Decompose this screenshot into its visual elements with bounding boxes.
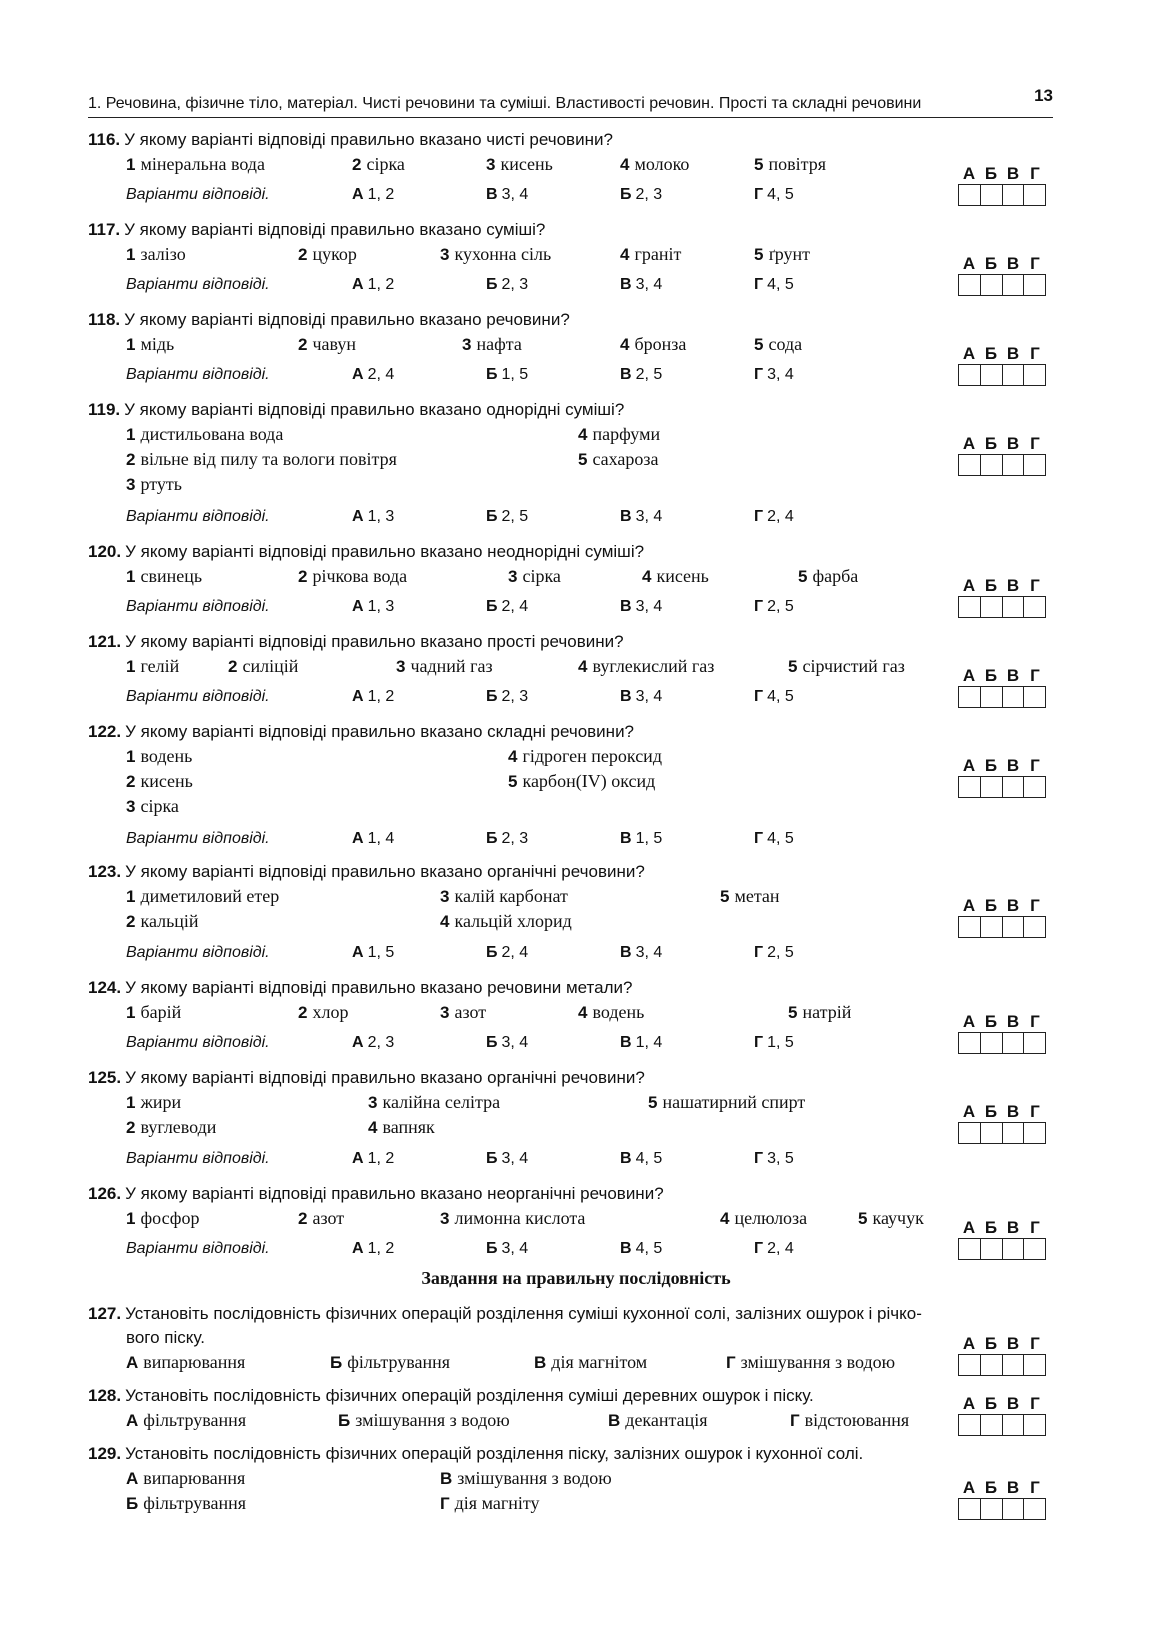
- answer-box[interactable]: [959, 275, 981, 295]
- answer-box[interactable]: [959, 185, 981, 205]
- answer-variant: Г 2, 5: [754, 944, 794, 961]
- answer-box[interactable]: [1003, 597, 1025, 617]
- answer-box[interactable]: [981, 1123, 1003, 1143]
- answer-variant: В 3, 4: [620, 508, 663, 525]
- answer-grid[interactable]: А Б В Г: [958, 756, 1046, 798]
- option: 3 сірка: [126, 796, 179, 816]
- answer-variant: В 1, 4: [620, 1034, 663, 1051]
- answer-box[interactable]: [981, 455, 1003, 475]
- option: 3 азот: [440, 1002, 487, 1022]
- answer-box[interactable]: [981, 917, 1003, 937]
- answer-grid[interactable]: А Б В Г: [958, 164, 1046, 206]
- option: 2 річкова вода: [298, 566, 408, 586]
- answer-variant: Б 2, 4: [486, 598, 529, 615]
- option: Г дія магніту: [440, 1493, 540, 1513]
- answer-box[interactable]: [1024, 777, 1045, 797]
- option: 2 вільне від пилу та вологи повітря: [126, 449, 397, 469]
- variants-label: Варіанти відповіді.: [126, 1240, 270, 1257]
- answer-box[interactable]: [1003, 275, 1025, 295]
- answer-grid[interactable]: А Б В Г: [958, 896, 1046, 938]
- answer-variant: А 1, 2: [352, 186, 395, 203]
- answer-box[interactable]: [981, 365, 1003, 385]
- question-text: 128. Установіть послідовність фізичних операцій розділення суміші деревних ошурок і піску.: [88, 1386, 814, 1405]
- option: Б фільтрування: [126, 1493, 247, 1513]
- option: 5 ґрунт: [754, 244, 811, 264]
- option: А фільтрування: [126, 1410, 247, 1430]
- answer-grid[interactable]: А Б В Г: [958, 1394, 1046, 1436]
- question-text: 122. У якому варіанті відповіді правильно вказано складні речовини?: [88, 722, 635, 741]
- option: 2 азот: [298, 1208, 345, 1228]
- variants-label: Варіанти відповіді.: [126, 830, 270, 847]
- answer-grid[interactable]: А Б В Г: [958, 1478, 1046, 1520]
- answer-variant: А 2, 4: [352, 366, 395, 383]
- answer-variant: А 1, 2: [352, 688, 395, 705]
- option: 1 свинець: [126, 566, 203, 586]
- answer-variant: В 3, 4: [620, 944, 663, 961]
- answer-variant: Б 3, 4: [486, 1150, 529, 1167]
- answer-variant: А 2, 3: [352, 1034, 395, 1051]
- answer-box[interactable]: [981, 275, 1003, 295]
- option: В декантація: [608, 1410, 708, 1430]
- answer-box[interactable]: [1024, 1123, 1045, 1143]
- option: 5 метан: [720, 886, 780, 906]
- variants-label: Варіанти відповіді.: [126, 944, 270, 961]
- option: 1 дистильована вода: [126, 424, 284, 444]
- answer-box[interactable]: [959, 917, 981, 937]
- answer-variant: Б 3, 4: [486, 1034, 529, 1051]
- question-text: 117. У якому варіанті відповіді правильно вказано суміші?: [88, 220, 546, 239]
- question-text: 127. Установіть послідовність фізичних операцій розділення суміші кухонної солі, залізних ошурок і річко-: [88, 1304, 922, 1323]
- answer-box[interactable]: [1003, 1123, 1025, 1143]
- variants-label: Варіанти відповіді.: [126, 1034, 270, 1051]
- answer-variant: В 3, 4: [620, 276, 663, 293]
- answer-box[interactable]: [1003, 1355, 1025, 1375]
- option: 1 водень: [126, 746, 193, 766]
- answer-box[interactable]: [1003, 185, 1025, 205]
- answer-box[interactable]: [981, 687, 1003, 707]
- answer-box[interactable]: [1003, 777, 1025, 797]
- answer-box[interactable]: [1024, 455, 1045, 475]
- option: 2 цукор: [298, 244, 357, 264]
- question-text: 121. У якому варіанті відповіді правильно вказано прості речовини?: [88, 632, 624, 651]
- section-title: Завдання на правильну послідовність: [421, 1268, 731, 1288]
- answer-box[interactable]: [1003, 687, 1025, 707]
- option: 4 вапняк: [368, 1117, 435, 1137]
- option: Г змішування з водою: [726, 1352, 896, 1372]
- option: 4 кальцій хлорид: [440, 911, 572, 931]
- variants-label: Варіанти відповіді.: [126, 598, 270, 615]
- option: 1 фосфор: [126, 1208, 200, 1228]
- option: А випарювання: [126, 1352, 246, 1372]
- answer-variant: Б 2, 3: [486, 276, 529, 293]
- option: А випарювання: [126, 1468, 246, 1488]
- option: 3 калійна селітра: [368, 1092, 501, 1112]
- option: 3 калій карбонат: [440, 886, 568, 906]
- option: 4 кисень: [642, 566, 709, 586]
- answer-box[interactable]: [1024, 597, 1045, 617]
- answer-box[interactable]: [1024, 365, 1045, 385]
- question-text: 126. У якому варіанті відповіді правильно вказано неорганічні речовини?: [88, 1184, 664, 1203]
- option: 3 лимонна кислота: [440, 1208, 586, 1228]
- option: 5 карбон(IV) оксид: [508, 771, 656, 791]
- option: 1 мінеральна вода: [126, 154, 265, 174]
- option: 2 кальцій: [126, 911, 199, 931]
- variants-label: Варіанти відповіді.: [126, 508, 270, 525]
- answer-box[interactable]: [981, 1499, 1003, 1519]
- option: 1 жири: [126, 1092, 182, 1112]
- option: 1 гелій: [126, 656, 180, 676]
- answer-box[interactable]: [1024, 1239, 1045, 1259]
- answer-box[interactable]: [1024, 1415, 1045, 1435]
- answer-box[interactable]: [959, 777, 981, 797]
- answer-variant: А 1, 2: [352, 1240, 395, 1257]
- header-title: 1. Речовина, фізичне тіло, матеріал. Чисті речовини та суміші. Властивості речовин. Прості та складні речовини: [88, 95, 922, 112]
- answer-variant: В 4, 5: [620, 1240, 663, 1257]
- answer-variant: Б 2, 3: [486, 830, 529, 847]
- answer-box[interactable]: [1003, 917, 1025, 937]
- question-text: 123. У якому варіанті відповіді правильно вказано органічні речовини?: [88, 862, 645, 881]
- answer-box[interactable]: [1003, 1033, 1025, 1053]
- answer-box[interactable]: [959, 1355, 981, 1375]
- option: 4 целюлоза: [720, 1208, 808, 1228]
- answer-box[interactable]: [981, 1415, 1003, 1435]
- answer-box[interactable]: [981, 1355, 1003, 1375]
- answer-grid[interactable]: А Б В Г: [958, 1334, 1046, 1376]
- answer-variant: Г 1, 5: [754, 1034, 794, 1051]
- answer-box[interactable]: [1024, 917, 1045, 937]
- option: 4 молоко: [620, 154, 690, 174]
- answer-box[interactable]: [959, 365, 981, 385]
- answer-box[interactable]: [981, 777, 1003, 797]
- answer-variant: В 2, 5: [620, 366, 663, 383]
- answer-variant: Г 3, 5: [754, 1150, 794, 1167]
- option: 1 залізо: [126, 244, 186, 264]
- option: 2 чавун: [298, 334, 357, 354]
- option: 4 водень: [578, 1002, 645, 1022]
- answer-grid[interactable]: А Б В Г: [958, 666, 1046, 708]
- answer-grid[interactable]: А Б В Г: [958, 576, 1046, 618]
- answer-variant: Г 2, 4: [754, 1240, 794, 1257]
- question-text: 116. У якому варіанті відповіді правильно вказано чисті речовини?: [88, 130, 613, 149]
- answer-grid[interactable]: А Б В Г: [958, 1102, 1046, 1144]
- answer-box[interactable]: [1024, 275, 1045, 295]
- answer-variant: Г 4, 5: [754, 830, 794, 847]
- option: 5 сода: [754, 334, 803, 354]
- answer-box[interactable]: [959, 455, 981, 475]
- answer-variant: В 4, 5: [620, 1150, 663, 1167]
- answer-variant: Г 4, 5: [754, 688, 794, 705]
- answer-grid[interactable]: А Б В Г: [958, 1218, 1046, 1260]
- option: Г відстоювання: [790, 1410, 910, 1430]
- answer-variant: А 1, 2: [352, 1150, 395, 1167]
- answer-variant: А 1, 3: [352, 508, 395, 525]
- answer-box[interactable]: [959, 1033, 981, 1053]
- answer-box[interactable]: [959, 1123, 981, 1143]
- answer-variant: Б 2, 5: [486, 508, 529, 525]
- option: 1 барій: [126, 1002, 182, 1022]
- answer-box[interactable]: [959, 597, 981, 617]
- answer-grid[interactable]: А Б В Г: [958, 254, 1046, 296]
- answer-variant: В 3, 4: [620, 688, 663, 705]
- answer-grid[interactable]: А Б В Г: [958, 434, 1046, 476]
- answer-box[interactable]: [1003, 1239, 1025, 1259]
- option: 5 каучук: [858, 1208, 924, 1228]
- option: 2 вуглеводи: [126, 1117, 217, 1137]
- variants-label: Варіанти відповіді.: [126, 276, 270, 293]
- option: 2 силіцій: [228, 656, 299, 676]
- answer-variant: Б 3, 4: [486, 1240, 529, 1257]
- answer-variant: А 1, 4: [352, 830, 395, 847]
- answer-variant: В 3, 4: [620, 598, 663, 615]
- question-text: 129. Установіть послідовність фізичних операцій розділення піску, залізних ошурок і кухонної солі.: [88, 1444, 864, 1463]
- answer-box[interactable]: [1024, 1033, 1045, 1053]
- answer-box[interactable]: [1003, 365, 1025, 385]
- option: 5 натрій: [788, 1002, 852, 1022]
- option: 2 сірка: [352, 154, 405, 174]
- answer-box[interactable]: [959, 1499, 981, 1519]
- answer-variant: Г 4, 5: [754, 186, 794, 203]
- answer-box[interactable]: [1024, 1355, 1045, 1375]
- option: 3 кухонна сіль: [440, 244, 552, 264]
- variants-label: Варіанти відповіді.: [126, 366, 270, 383]
- variants-label: Варіанти відповіді.: [126, 186, 270, 203]
- question-text: 124. У якому варіанті відповіді правильно вказано речовини метали?: [88, 978, 633, 997]
- question-text-continued: вого піску.: [126, 1328, 205, 1347]
- option: 3 нафта: [462, 334, 522, 354]
- answer-box[interactable]: [1024, 687, 1045, 707]
- answer-variant: Г 4, 5: [754, 276, 794, 293]
- answer-box[interactable]: [981, 185, 1003, 205]
- answer-variant: Б 1, 5: [486, 366, 529, 383]
- answer-grid[interactable]: А Б В Г: [958, 1012, 1046, 1054]
- variants-label: Варіанти відповіді.: [126, 688, 270, 705]
- answer-variant: Б 2, 3: [620, 186, 663, 203]
- answer-box[interactable]: [1003, 1499, 1025, 1519]
- option: 4 граніт: [620, 244, 682, 264]
- answer-box[interactable]: [959, 687, 981, 707]
- option: 5 сахароза: [578, 449, 659, 469]
- answer-grid[interactable]: А Б В Г: [958, 344, 1046, 386]
- option: В змішування з водою: [440, 1468, 612, 1488]
- page-header: [88, 86, 1053, 118]
- answer-box[interactable]: [1024, 185, 1045, 205]
- option: Б змішування з водою: [338, 1410, 510, 1430]
- option: 2 кисень: [126, 771, 193, 791]
- answer-box[interactable]: [959, 1239, 981, 1259]
- option: 4 бронза: [620, 334, 687, 354]
- option: 5 сірчистий газ: [788, 656, 905, 676]
- answer-variant: Б 2, 3: [486, 688, 529, 705]
- answer-box[interactable]: [981, 597, 1003, 617]
- option: 3 ртуть: [126, 474, 182, 494]
- answer-variant: Г 3, 4: [754, 366, 794, 383]
- answer-variant: Г 2, 4: [754, 508, 794, 525]
- question-text: 125. У якому варіанті відповіді правильно вказано органічні речовини?: [88, 1068, 645, 1087]
- option: 3 чадний газ: [396, 656, 493, 676]
- answer-variant: А 1, 5: [352, 944, 395, 961]
- variants-label: Варіанти відповіді.: [126, 1150, 270, 1167]
- option: 1 мідь: [126, 334, 175, 354]
- answer-variant: А 1, 2: [352, 276, 395, 293]
- answer-box[interactable]: [981, 1239, 1003, 1259]
- question-text: 119. У якому варіанті відповіді правильно вказано однорідні суміші?: [88, 400, 625, 419]
- option: 5 повітря: [754, 154, 826, 174]
- option: 5 нашатирний спирт: [648, 1092, 806, 1112]
- answer-box[interactable]: [981, 1033, 1003, 1053]
- option: 2 хлор: [298, 1002, 349, 1022]
- option: 5 фарба: [798, 566, 859, 586]
- answer-variant: Б 2, 4: [486, 944, 529, 961]
- option: Б фільтрування: [330, 1352, 451, 1372]
- answer-box[interactable]: [1003, 455, 1025, 475]
- option: 4 вуглекислий газ: [578, 656, 715, 676]
- option: 1 диметиловий етер: [126, 886, 280, 906]
- answer-box[interactable]: [1024, 1499, 1045, 1519]
- option: 3 сірка: [508, 566, 561, 586]
- question-text: 118. У якому варіанті відповіді правильно вказано речовини?: [88, 310, 570, 329]
- option: В дія магнітом: [534, 1352, 648, 1372]
- page-number: 13: [1034, 86, 1053, 105]
- answer-box[interactable]: [959, 1415, 981, 1435]
- option: 3 кисень: [486, 154, 553, 174]
- answer-variant: В 1, 5: [620, 830, 663, 847]
- answer-variant: В 3, 4: [486, 186, 529, 203]
- answer-variant: Г 2, 5: [754, 598, 794, 615]
- option: 4 парфуми: [578, 424, 661, 444]
- answer-box[interactable]: [1003, 1415, 1025, 1435]
- question-text: 120. У якому варіанті відповіді правильно вказано неоднорідні суміші?: [88, 542, 645, 561]
- option: 4 гідроген пероксид: [508, 746, 662, 766]
- answer-variant: А 1, 3: [352, 598, 395, 615]
